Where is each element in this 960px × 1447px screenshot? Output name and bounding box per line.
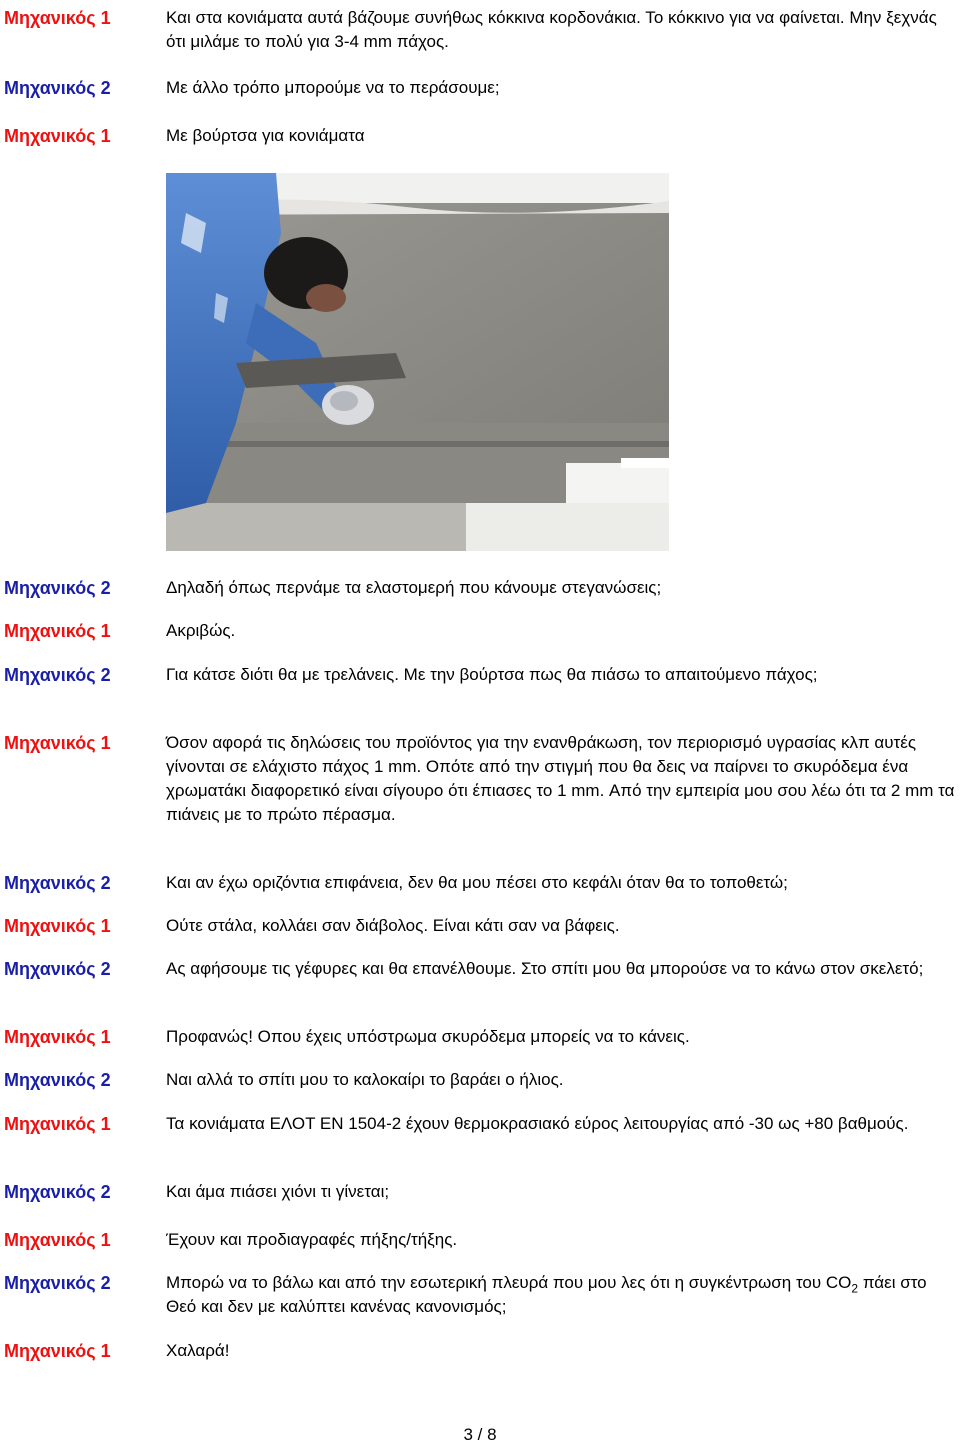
speaker-label: Μηχανικός 1 xyxy=(4,916,111,936)
speaker-label: Μηχανικός 1 xyxy=(4,126,111,146)
speaker-label: Μηχανικός 2 xyxy=(4,578,111,598)
page-number: 3 / 8 xyxy=(463,1425,497,1444)
dialogue-text: Ας αφήσουμε τις γέφυρες και θα επανέλθουμε. Στο σπίτι μου θα μπορούσε να το κάνω στον σκελετό; xyxy=(166,959,924,978)
speaker-label: Μηχανικός 1 xyxy=(4,1114,111,1134)
speaker-label: Μηχανικός 2 xyxy=(4,78,111,98)
speaker-label: Μηχανικός 2 xyxy=(4,1273,111,1293)
dialogue-text: Και στα κονιάματα αυτά βάζουμε συνήθως κόκκινα κορδονάκια. Το κόκκινο για να φαίνεται. Μην ξεχνάς ότι μιλάμε το πολύ για 3-4 mm πάχος. xyxy=(166,8,937,51)
dialogue-text: Χαλαρά! xyxy=(166,1341,230,1360)
speaker-label: Μηχανικός 2 xyxy=(4,873,111,893)
speaker-label: Μηχανικός 2 xyxy=(4,1182,111,1202)
speaker-label: Μηχανικός 1 xyxy=(4,1341,111,1361)
speaker-label: Μηχανικός 2 xyxy=(4,1070,111,1090)
speaker-label: Μηχανικός 1 xyxy=(4,8,111,28)
dialogue-text: Ακριβώς. xyxy=(166,621,236,640)
dialogue-text: Έχουν και προδιαγραφές πήξης/τήξης. xyxy=(166,1230,458,1249)
dialogue-text: Όσον αφορά τις δηλώσεις του προϊόντος για την ενανθράκωση, τον περιορισμό υγρασίας κλπ αυτές γίνονται σε ελάχιστο πάχος 1 mm. Οπότε από την στιγμή που θα δεις να παίρνει το σκυρόδεμα ένα χρωματάκι διαφορετικό είναι σίγουρο ότι έπιασες το 1 mm. Από την εμπειρία μου σου λέω ότι τα 2 mm τα πιάνεις με το πρώτο πέρασμα. xyxy=(166,733,955,824)
dialogue-text: Και άμα πιάσει χιόνι τι γίνεται; xyxy=(166,1182,390,1201)
dialogue-text: Τα κονιάματα ΕΛΟΤ ΕΝ 1504-2 έχουν θερμοκρασιακό εύρος λειτουργίας από -30 ως +80 βαθμούς. xyxy=(166,1114,909,1133)
speaker-label: Μηχανικός 1 xyxy=(4,733,111,753)
speaker-label: Μηχανικός 2 xyxy=(4,959,111,979)
worker-applying-mortar-photo xyxy=(166,173,669,551)
dialogue-text: Για κάτσε διότι θα με τρελάνεις. Με την βούρτσα πως θα πιάσω το απαιτούμενο πάχος; xyxy=(166,665,818,684)
dialogue-text: Μπορώ να το βάλω και από την εσωτερική πλευρά που μου λες ότι η συγκέντρωση του $CO_2$ πάει στο Θεό και δεν με καλύπτει κανένας κανονισμός; xyxy=(166,1273,927,1316)
dialogue-text: Δηλαδή όπως περνάμε τα ελαστομερή που κάνουμε στεγανώσεις; xyxy=(166,578,662,597)
dialogue-text: Προφανώς! Οπου έχεις υπόστρωμα σκυρόδεμα μπορείς να το κάνεις. xyxy=(166,1027,690,1046)
dialogue-text: Με άλλο τρόπο μπορούμε να το περάσουμε; xyxy=(166,78,500,97)
dialogue-text: Ναι αλλά το σπίτι μου το καλοκαίρι το βαράει ο ήλιος. xyxy=(166,1070,564,1089)
speaker-label: Μηχανικός 1 xyxy=(4,621,111,641)
speaker-label: Μηχανικός 1 xyxy=(4,1027,111,1047)
speaker-label: Μηχανικός 2 xyxy=(4,665,111,685)
dialogue-text: Και αν έχω οριζόντια επιφάνεια, δεν θα μου πέσει στο κεφάλι όταν θα το τοποθετώ; xyxy=(166,873,788,892)
dialogue-text: Με βούρτσα για κονιάματα xyxy=(166,126,365,145)
speaker-label: Μηχανικός 1 xyxy=(4,1230,111,1250)
dialogue-text: Ούτε στάλα, κολλάει σαν διάβολος. Είναι κάτι σαν να βάφεις. xyxy=(166,916,620,935)
